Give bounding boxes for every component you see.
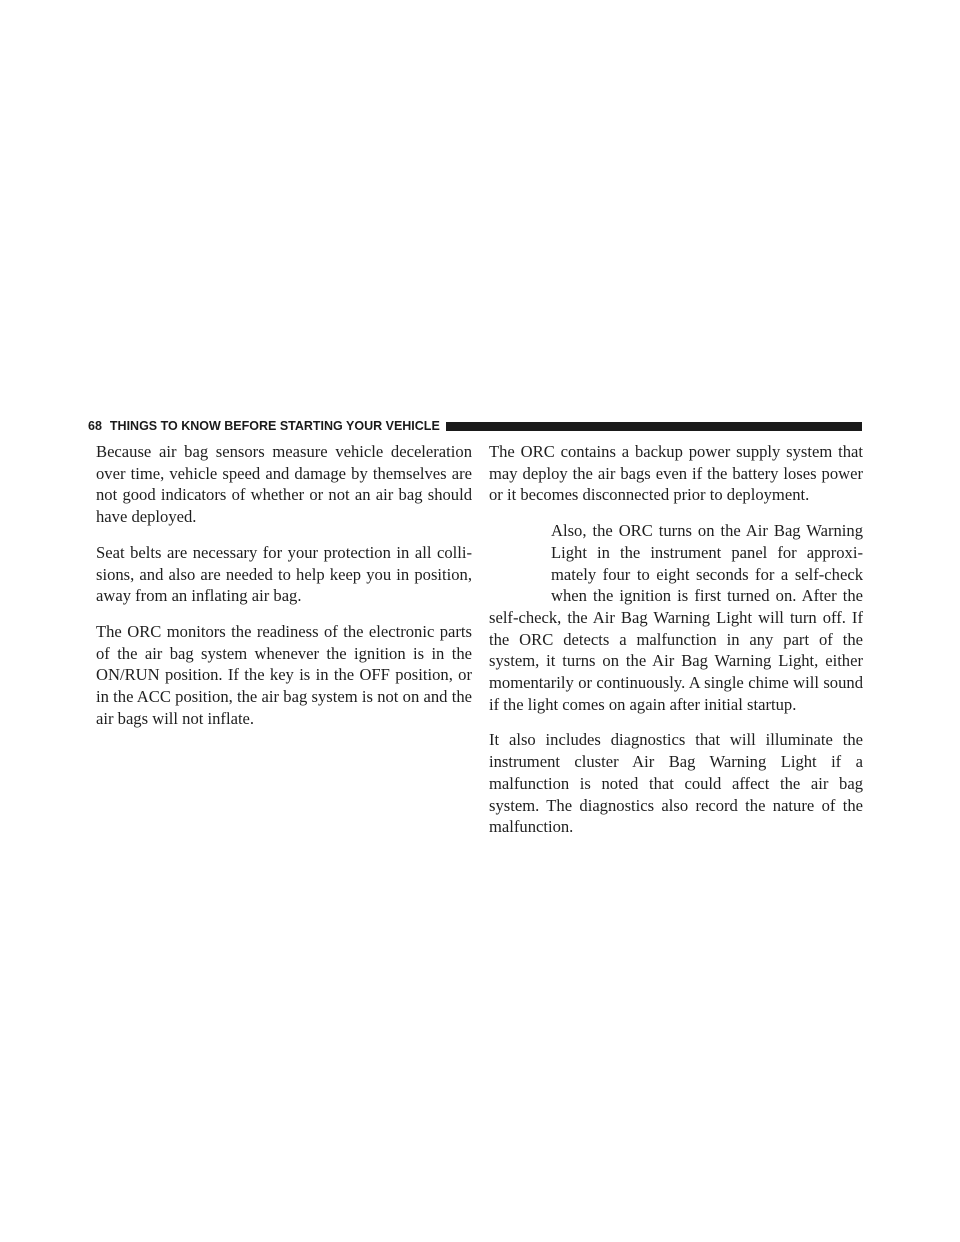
page-header [88,415,862,437]
paragraph-warning-light: Also, the ORC turns on the Air Bag Warning Light in the instrument panel for approximately four to eight seconds for a self-check when the ignition is first turned on. After the self-check, the Air Bag Warning Light will turn off. If the ORC detects a malfunction in any part of the system, it turns on the Air Bag Warning Light, either momentarily or continuously. A single chime will sound if the light comes on again after initial startup. [489,521,863,714]
paragraph-deceleration: Because air bag sensors measure vehicle deceleration over time, vehicle speed and damage by themselves are not good indicators of whether or not an air bag should have deployed. [96,442,472,527]
section-title: THINGS TO KNOW BEFORE STARTING YOUR VEHICLE [109,419,440,433]
paragraph-backup-power: The ORC contains a backup power supply system that may deploy the air bags even if the battery loses power or it becomes disconnected prior to deployment. [489,442,863,505]
paragraph-diagnostics: It also includes diagnostics that will illuminate the instrument cluster Air Bag Warning Light if a malfunction is noted that could affect the air bag system. The diagnostics also record the nature of the malfunction. [489,730,863,837]
page-number: 68 [88,419,102,433]
airbag-warning-icon-space [489,520,551,606]
header-rule [446,422,862,431]
paragraph-seat-belts: Seat belts are necessary for your protection in all collisions, and also are needed to help keep you in position, away from an inflating air bag. [96,542,472,606]
left-column [96,441,472,743]
paragraph-orc-monitors: The ORC monitors the readiness of the electronic parts of the air bag system whenever the ignition is in the ON/RUN position. If the key is in the OFF position, or in the ACC position, the air bag system is not on and the air bags will not inflate. [96,621,472,728]
warning-light-block [489,520,863,715]
right-column [489,441,863,852]
